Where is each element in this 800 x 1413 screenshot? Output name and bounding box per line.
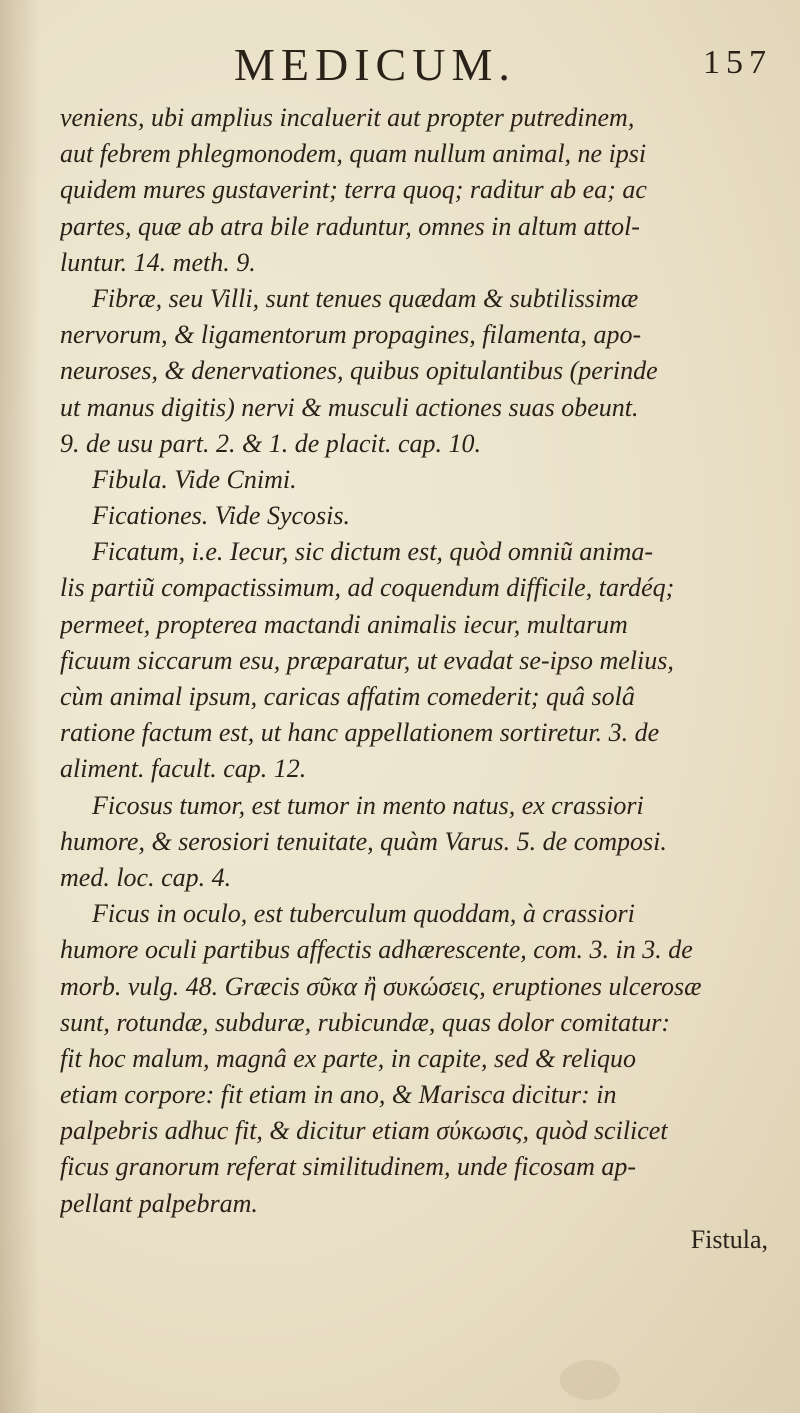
- text-line: lis partiũ compactissimum, ad coquendum difficile, tardéq;: [60, 573, 675, 603]
- entry-ficationes: Ficationes. Vide Sycosis.: [92, 501, 351, 531]
- text-line: humore oculi partibus affectis adhærescente, com. 3. in 3. de: [60, 935, 693, 965]
- text-line: pellant palpebram.: [60, 1188, 258, 1218]
- text-line: aut febrem phlegmonodem, quam nullum animal, ne ipsi: [60, 139, 647, 169]
- text-line: neuroses, & denervationes, quibus opitulantibus (perinde: [60, 356, 658, 386]
- text-line: fit hoc malum, magnâ ex parte, in capite, sed & reliquo: [60, 1043, 636, 1073]
- text-line: nervorum, & ligamentorum propagines, filamenta, apo-: [60, 320, 642, 350]
- text-line: palpebris adhuc fit, & dicitur etiam σύκωσις, quòd scilicet: [60, 1116, 668, 1146]
- text-line: humore, & serosiori tenuitate, quàm Varus. 5. de composi.: [60, 826, 667, 856]
- text-line: partes, quæ ab atra bile raduntur, omnes in altum attol-: [60, 211, 640, 241]
- entry-ficus-in-oculo: Ficus in oculo, est tuberculum quoddam, à crassiori: [92, 899, 635, 929]
- body-text: [60, 100, 772, 1258]
- entry-ficosus-tumor: Ficosus tumor, est tumor in mento natus, ex crassiori: [92, 790, 644, 820]
- text-line: aliment. facult. cap. 12.: [60, 754, 307, 784]
- text-line: ficus granorum referat similitudinem, unde ficosam ap-: [60, 1152, 637, 1182]
- text-line: ratione factum est, ut hanc appellationem sortiretur. 3. de: [60, 718, 660, 748]
- text-line: luntur. 14. meth. 9.: [60, 247, 256, 277]
- text-line: 9. de usu part. 2. & 1. de placit. cap. 10.: [60, 428, 482, 458]
- text-line: cùm animal ipsum, caricas affatim comederit; quâ solâ: [60, 682, 635, 711]
- text-line: ficuum siccarum esu, præparatur, ut evadat se-ipso melius,: [60, 645, 674, 675]
- running-title: MEDICUM.: [234, 39, 516, 90]
- text-line: ut manus digitis) nervi & musculi actiones suas obeunt.: [60, 392, 639, 422]
- text-line: quidem mures gustaverint; terra quoq; raditur ab ea; ac: [60, 175, 647, 205]
- entry-fibrae: Fibræ, seu Villi, sunt tenues quædam & subtilissimæ: [92, 283, 639, 313]
- text-line: veniens, ubi amplius incaluerit aut propter putredinem,: [60, 103, 635, 132]
- catchword: Fistula,: [690, 1224, 768, 1254]
- text-line: etiam corpore: fit etiam in ano, & Marisca dicitur: in: [60, 1080, 617, 1110]
- text-line: morb. vulg. 48. Græcis σῦκα ἢ συκώσεις, eruptiones ulcerosæ: [60, 971, 702, 1001]
- book-page: [60, 38, 772, 1258]
- text-line: permeet, propterea mactandi animalis iecur, multarum: [60, 609, 628, 639]
- entry-ficatum: Ficatum, i.e. Iecur, sic dictum est, quòd omniũ anima-: [92, 537, 654, 567]
- text-line: med. loc. cap. 4.: [60, 862, 232, 892]
- page-header: [60, 38, 772, 98]
- page-number: 157: [703, 44, 772, 81]
- text-line: sunt, rotundæ, subduræ, rubicundæ, quas dolor comitatur:: [60, 1007, 671, 1037]
- entry-fibula: Fibula. Vide Cnimi.: [92, 464, 297, 494]
- paper-stain: [560, 1360, 620, 1400]
- page-gutter-shadow: [0, 0, 40, 1413]
